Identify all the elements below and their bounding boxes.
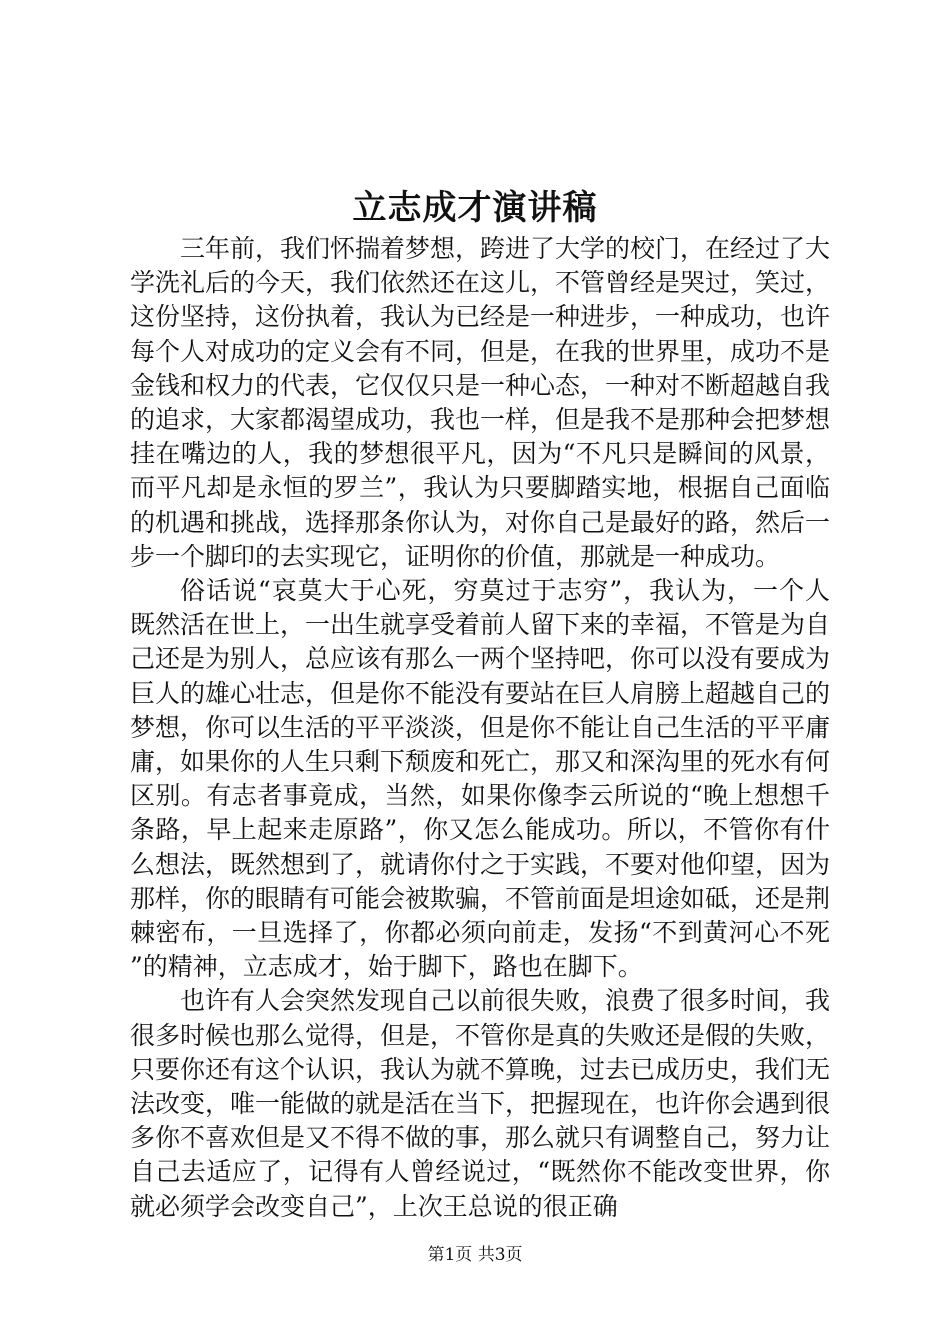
document-body [130,232,830,1224]
page-title: 立志成才演讲稿 [352,188,598,228]
paragraph-3: 也许有人会突然发现自己以前很失败，浪费了很多时间，我很多时候也那么觉得，但是，不管你是真的失败还是假的失败，只要你还有这个认识，我认为就不算晚，过去已成历史，我们无法改变，唯一能做的就是活在当下，把握现在，也许你会遇到很多你不喜欢但是又不得不做的事，那么就只有调整自己，努力让自己去适应了，记得有人曾经说过，“既然你不能改变世界，你就必须学会改变自己”，上次王总说的很正确 [130,986,831,1221]
paragraph-2: 俗话说“哀莫大于心死，穷莫过于志穷”，我认为，一个人既然活在世上，一出生就享受着前人留下来的幸福，不管是为自己还是为别人，总应该有那么一两个坚持吧，你可以没有要成为巨人的雄心壮志，但是你不能没有要站在巨人肩膀上超越自己的梦想，你可以生活的平平淡淡，但是你不能让自己生活的平平庸庸，如果你的人生只剩下颓废和死亡，那又和深沟里的死水有何区别。有志者事竟成，当然，如果你像李云所说的“晚上想想千条路，早上起来走原路”，你又怎么能成功。所以，不管你有什么想法，既然想到了，就请你付之于实践，不要对他仰望，因为那样，你的眼睛有可能会被欺骗，不管前面是坦途如砥，还是荆棘密布，一旦选择了，你都必须向前走，发扬“不到黄河心不死”的精神，立志成才，始于脚下，路也在脚下。 [130,576,831,982]
page-number-label: 第1页 共3页 [427,1245,523,1265]
paragraph-1: 三年前，我们怀揣着梦想，跨进了大学的校门，在经过了大学洗礼后的今天，我们依然还在这儿，不管曾经是哭过，笑过，这份坚持，这份执着，我认为已经是一种进步，一种成功，也许每个人对成功的定义会有不同，但是，在我的世界里，成功不是金钱和权力的代表，它仅仅只是一种心态，一种对不断超越自我的追求，大家都渴望成功，我也一样，但是我不是那种会把梦想挂在嘴边的人，我的梦想很平凡，因为“不凡只是瞬间的风景，而平凡却是永恒的罗兰”，我认为只要脚踏实地，根据自己面临的机遇和挑战，选择那条你认为，对你自己是最好的路，然后一步一个脚印的去实现它，证明你的价值，那就是一种成功。 [130,234,831,571]
page-footer [0,1243,950,1267]
